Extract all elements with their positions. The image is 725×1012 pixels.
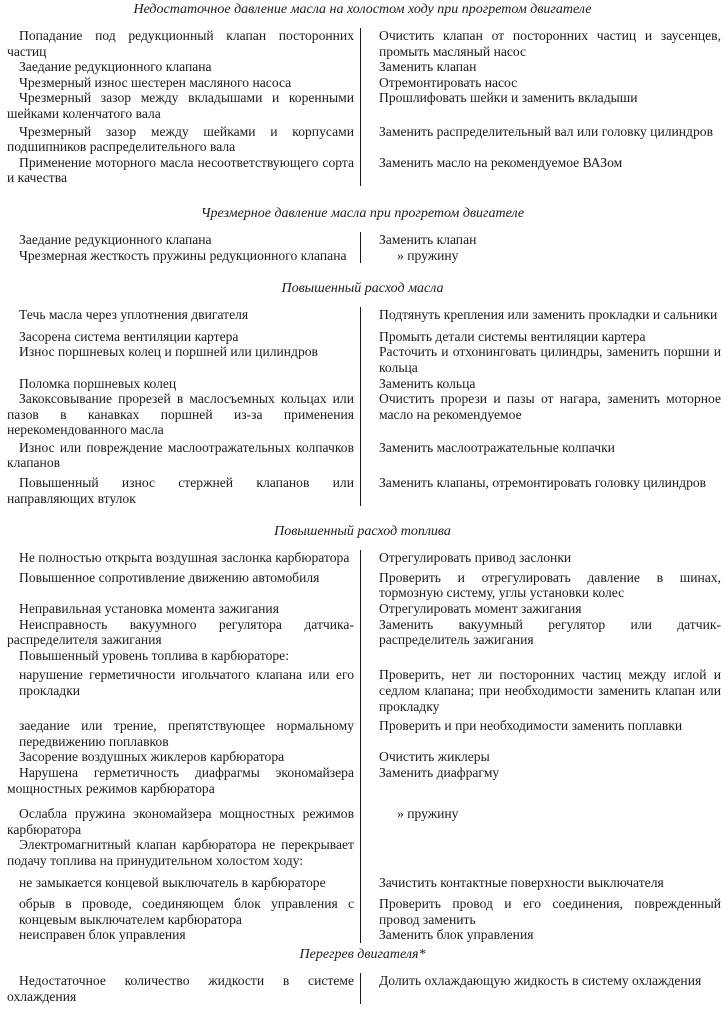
remedy-text: » пружину: [397, 806, 459, 822]
cause-text: Износ или повреждение маслоотражательных колпачков клапанов: [7, 439, 354, 471]
section-title: Перегрев двигателя*: [299, 946, 426, 962]
cause-text: Нарушена герметичность диафрагмы экономайзера мощностных режимов карбюратора: [7, 764, 354, 796]
troubleshooting-table: [0, 973, 725, 1004]
remedy-text: Отрегулировать привод заслонки: [379, 550, 572, 566]
remedy-cell: [360, 391, 725, 438]
cause-cell: [0, 837, 360, 868]
remedy-cell: [360, 232, 725, 248]
cause-cell: [0, 869, 360, 891]
cause-text: Применение моторного масла несоответствующего сорта и качества: [7, 154, 354, 186]
remedy-cell: [360, 59, 725, 75]
cause-cell: [0, 90, 360, 121]
cause-cell: [0, 648, 360, 664]
cause-text: нарушение герметичности игольчатого клапана или его прокладки: [19, 667, 354, 698]
remedy-text: Отремонтировать насос: [379, 74, 518, 90]
troubleshooting-table: [0, 232, 725, 263]
cause-cell: [0, 122, 360, 155]
cause-text: Ослабла пружина экономайзера мощностных режимов карбюратора: [7, 806, 354, 837]
remedy-text: Заменить кольца: [379, 375, 476, 391]
cause-cell: [0, 714, 360, 749]
cause-cell: [0, 59, 360, 75]
cause-text: Чрезмерный зазор между вкладышами и коренными шейками коленчатого вала: [7, 90, 354, 121]
remedy-cell: [360, 617, 725, 648]
remedy-text: Подтянуть крепления или заменить прокладки и сальники: [379, 307, 718, 323]
remedy-text: Проверить, нет ли посторонних частиц между иглой и седлом клапана; при необходимости заменить клапан или прокладку: [379, 667, 721, 714]
remedy-cell: [360, 601, 725, 617]
cause-text: обрыв в проводе, соединяющем блок управления с концевым выключателем карбюратора: [19, 896, 354, 927]
cause-cell: [0, 890, 360, 927]
cause-cell: [0, 28, 360, 59]
cause-cell: [0, 323, 360, 345]
remedy-cell: [360, 307, 725, 323]
cause-text: Закоксовывание прорезей в маслосъемных кольцах или пазов в канавках поршней из-за применения нерекомендованного масла: [7, 391, 354, 438]
cause-text: Неправильная установка момента зажигания: [19, 601, 279, 617]
cause-text: Засорение воздушных жиклеров карбюратора: [19, 749, 285, 765]
remedy-cell: [360, 648, 725, 664]
remedy-cell: [360, 869, 725, 891]
cause-text: Чрезмерный износ шестерен масляного насоса: [19, 74, 292, 90]
remedy-cell: [360, 28, 725, 59]
remedy-cell: [360, 927, 725, 943]
remedy-text: Промыть детали системы вентиляции картера: [379, 328, 646, 344]
remedy-cell: [360, 765, 725, 796]
cause-cell: [0, 617, 360, 648]
cause-text: неисправен блок управления: [19, 927, 186, 943]
cause-text: Чрезмерная жесткость пружины редукционного клапана: [19, 247, 347, 263]
cause-cell: [0, 438, 360, 471]
cause-text: Чрезмерный зазор между шейками и корпусами подшипников распределительного вала: [7, 123, 354, 155]
troubleshooting-table: [0, 550, 725, 943]
remedy-cell: [360, 890, 725, 927]
cause-cell: [0, 566, 360, 601]
section-title: Чрезмерное давление масла при прогретом двигателе: [200, 205, 525, 221]
remedy-text: Зачистить контактные поверхности выключателя: [379, 874, 664, 890]
cause-text: Электромагнитный клапан карбюратора не перекрывает подачу топлива на принудительном холостом ходу:: [7, 837, 354, 868]
cause-cell: [0, 601, 360, 617]
remedy-cell: [360, 550, 725, 566]
remedy-cell: [360, 796, 725, 837]
remedy-text: Расточить и отхонинговать цилиндры, заменить поршни и кольца: [379, 344, 721, 375]
remedy-text: Заменить клапаны, отремонтировать головку цилиндров: [379, 475, 707, 491]
remedy-text: Очистить клапан от посторонних частиц и заусенцев, промыть масляный насос: [379, 28, 721, 59]
remedy-text: Проверить и при необходимости заменить поплавки: [379, 718, 683, 734]
remedy-text: » пружину: [397, 247, 459, 263]
cause-text: Повышенное сопротивление движению автомобиля: [19, 569, 320, 585]
cause-text: Недостаточное количество жидкости в системе охлаждения: [7, 972, 354, 1004]
cause-cell: [0, 391, 360, 438]
remedy-cell: [360, 323, 725, 345]
cause-cell: [0, 376, 360, 392]
cause-cell: [0, 248, 360, 264]
remedy-text: Заменить диафрагму: [379, 764, 500, 780]
remedy-text: Прошлифовать шейки и заменить вкладыши: [379, 90, 638, 106]
remedy-cell: [360, 566, 725, 601]
cause-text: Повышенный износ стержней клапанов или направляющих втулок: [7, 475, 354, 506]
remedy-cell: [360, 122, 725, 155]
cause-cell: [0, 550, 360, 566]
remedy-cell: [360, 973, 725, 1004]
remedy-text: Очистить прорези и пазы от нагара, заменить моторное масло на рекомендуемое: [379, 391, 721, 422]
section-title: Повышенный расход топлива: [274, 524, 451, 540]
remedy-text: Заменить маслоотражательные колпачки: [379, 439, 615, 455]
remedy-text: Заменить масло на рекомендуемое ВАЗом: [379, 154, 623, 170]
cause-cell: [0, 765, 360, 796]
remedy-cell: [360, 248, 725, 264]
cause-text: заедание или трение, препятствующее нормальному передвижению поплавков: [19, 718, 354, 749]
cause-text: Течь масла через уплотнения двигателя: [19, 307, 249, 323]
cause-cell: [0, 232, 360, 248]
cause-cell: [0, 471, 360, 506]
cause-text: Попадание под редукционный клапан посторонних частиц: [7, 28, 354, 59]
cause-cell: [0, 75, 360, 91]
remedy-text: Отрегулировать момент зажигания: [379, 601, 582, 617]
remedy-cell: [360, 344, 725, 375]
remedy-text: Проверить провод и его соединения, поврежденный провод заменить: [379, 896, 721, 927]
cause-cell: [0, 927, 360, 943]
cause-cell: [0, 307, 360, 323]
remedy-cell: [360, 749, 725, 765]
cause-text: Повышенный уровень топлива в карбюраторе:: [19, 647, 289, 663]
cause-cell: [0, 155, 360, 186]
remedy-text: Очистить жиклеры: [379, 749, 490, 765]
cause-text: Заедание редукционного клапана: [19, 59, 212, 75]
remedy-cell: [360, 714, 725, 749]
cause-text: Не полностью открыта воздушная заслонка карбюратора: [19, 550, 350, 566]
cause-cell: [0, 663, 360, 714]
section-title: Недостаточное давление масла на холостом ходу при прогретом двигателе: [133, 2, 592, 17]
cause-text: Заедание редукционного клапана: [19, 231, 212, 247]
remedy-text: Заменить клапан: [379, 59, 477, 75]
remedy-cell: [360, 663, 725, 714]
cause-text: Засорена система вентиляции картера: [19, 328, 239, 344]
remedy-cell: [360, 75, 725, 91]
remedy-cell: [360, 155, 725, 186]
cause-text: не замыкается концевой выключатель в карбюраторе: [19, 874, 326, 890]
remedy-text: Заменить вакуумный регулятор или датчик-распределитель зажигания: [379, 616, 721, 648]
cause-cell: [0, 749, 360, 765]
remedy-cell: [360, 471, 725, 506]
troubleshooting-table: [0, 28, 725, 186]
section-title: Повышенный расход масла: [281, 281, 444, 297]
cause-cell: [0, 973, 360, 1004]
remedy-text: Долить охлаждающую жидкость в систему охлаждения: [379, 972, 702, 988]
remedy-cell: [360, 376, 725, 392]
troubleshooting-table: [0, 307, 725, 506]
remedy-text: Заменить клапан: [379, 231, 477, 247]
cause-cell: [0, 344, 360, 375]
cause-text: Поломка поршневых колец: [19, 375, 177, 391]
remedy-text: Заменить распределительный вал или головку цилиндров: [379, 123, 713, 139]
remedy-text: Проверить и отрегулировать давление в шинах, тормозную систему, углы установки колес: [379, 569, 721, 601]
remedy-text: Заменить блок управления: [379, 927, 534, 943]
cause-text: Неисправность вакуумного регулятора датчика-распределителя зажигания: [7, 616, 354, 648]
cause-cell: [0, 796, 360, 837]
remedy-cell: [360, 837, 725, 868]
cause-text: Износ поршневых колец и поршней или цилиндров: [19, 344, 318, 360]
remedy-cell: [360, 90, 725, 121]
remedy-cell: [360, 438, 725, 471]
